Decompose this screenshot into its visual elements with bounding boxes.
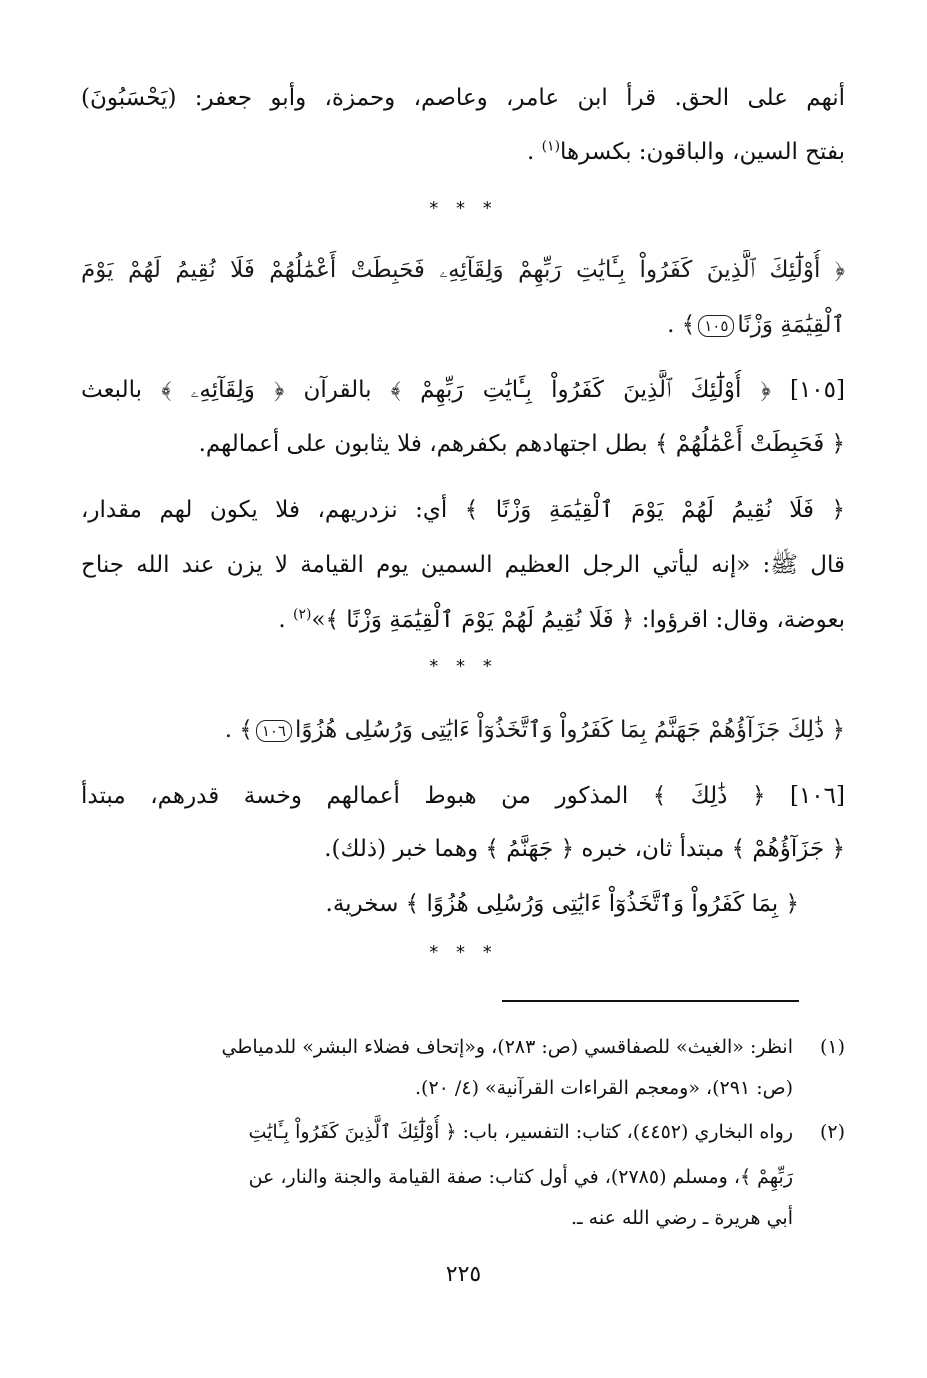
quran-verse-text: ٱلْقِيَٰمَةِ وَزْنًا (737, 312, 845, 338)
quran-verse-end: ﴾ . (224, 717, 253, 743)
ayah-105-line-1 (81, 250, 845, 294)
commentary-text-end: . (278, 607, 286, 633)
body-text: أنهم على الحق. قرأ ابن عامر، وعاصم، وحمزة، وأبو جعفر: (يَحْسَبُونَ) (81, 85, 845, 111)
quran-verse-end: ﴾ . (667, 312, 696, 338)
commentary-text: بعوضة، وقال: اقرؤوا: ﴿ فَلَا نُقِيمُ لَهُمْ يَوْمَ ٱلْقِيَٰمَةِ وَزْنًا ﴾» (311, 607, 845, 633)
ayah-number-marker: ١٠٥ (698, 315, 734, 337)
body-line-1 (81, 78, 845, 122)
commentary-text: ﴿ بِمَا كَفَرُواْ وَٱتَّخَذُوٓاْ ءَايَٰتِى وَرُسُلِى هُزُوًا ﴾ سخرية. (325, 891, 799, 917)
footnote-text: أبي هريرة ـ رضي الله عنه ـ. (571, 1207, 793, 1229)
footnote-separator (502, 1000, 799, 1002)
commentary-106-line-3 (81, 884, 799, 928)
section-divider-stars: * * * (429, 656, 498, 677)
body-text-end: . (526, 139, 535, 165)
ayah-106-line (81, 710, 845, 754)
page-number: ٢٢٥ (445, 1262, 482, 1287)
commentary-105-line-4 (81, 545, 845, 589)
footnote-text: رَبِّهِمْ ﴾، ومسلم (٢٧٨٥)، في أول كتاب: صفة القيامة والجنة والنار، عن (248, 1166, 793, 1188)
quran-verse-text: ﴿ ذَٰلِكَ جَزَآؤُهُمْ جَهَنَّمُ بِمَا كَفَرُواْ وَٱتَّخَذُوٓاْ ءَايَٰتِى وَرُسُلِى هُزُوًا (294, 717, 845, 743)
footnote-text: (ص: ٢٩١)، «ومعجم القراءات القرآنية» (٤/ ٢٠). (415, 1077, 793, 1099)
commentary-106-line-2 (81, 829, 845, 873)
footnote-text: انظر: «الغيث» للصفاقسي (ص: ٢٨٣)، و«إتحاف فضلاء البشر» للدمياطي (221, 1036, 793, 1058)
commentary-text: [١٠٥] ﴿ أُوْلَٰٓئِكَ ٱلَّذِينَ كَفَرُواْ بِـَٔايَٰتِ رَبِّهِمْ ﴾ بالقرآن ﴿ وَلِقَآئِهِۦ ﴾ بالبعث (81, 377, 845, 403)
footnote-ref-1: (١) (541, 138, 561, 155)
commentary-text: قال ﷺ: «إنه ليأتي الرجل العظيم السمين يوم القيامة لا يزن عند الله جناح (81, 552, 845, 578)
footnote-2-line-1 (81, 1115, 845, 1151)
body-line-2 (81, 132, 845, 176)
commentary-105-line-3 (81, 490, 845, 534)
ayah-number-marker: ١٠٦ (256, 720, 292, 742)
commentary-105-line-5 (81, 600, 845, 644)
commentary-text: ﴿ جَزَآؤُهُمْ ﴾ مبتدأ ثان، خبره ﴿ جَهَنَّمُ ﴾ وهما خبر (ذلك). (324, 836, 845, 862)
ayah-105-line-2 (81, 305, 845, 349)
footnote-2-line-2 (81, 1160, 845, 1196)
commentary-105-line-1 (81, 370, 845, 414)
quran-verse-text: ﴿ أُوْلَٰٓئِكَ ٱلَّذِينَ كَفَرُواْ بِـَٔايَٰتِ رَبِّهِمْ وَلِقَآئِهِۦ فَحَبِطَتْ أَعْمَٰلُهُمْ فَلَا نُقِيمُ لَهُمْ يَوْمَ (81, 257, 845, 283)
footnote-ref-2: (٢) (292, 606, 312, 623)
commentary-105-line-2 (81, 424, 845, 468)
footnote-1-line-2 (81, 1071, 845, 1107)
footnote-number: (١) (819, 1036, 845, 1058)
body-text: بفتح السين، والباقون: بكسرها (560, 139, 845, 165)
commentary-text: ﴿ فَحَبِطَتْ أَعْمَٰلُهُمْ ﴾ بطل اجتهادهم بكفرهم، فلا يثابون على أعمالهم. (198, 431, 845, 457)
commentary-106-line-1 (81, 776, 845, 820)
footnote-text: رواه البخاري (٤٤٥٢)، كتاب: التفسير، باب: ﴿ أُوْلَٰٓئِكَ ٱلَّذِينَ كَفَرُواْ بِـَٔايَٰتِ (248, 1121, 793, 1143)
section-divider-stars: * * * (429, 198, 498, 219)
commentary-text: [١٠٦] ﴿ ذَٰلِكَ ﴾ المذكور من هبوط أعمالهم وخسة قدرهم، مبتدأ (81, 783, 845, 809)
commentary-text: ﴿ فَلَا نُقِيمُ لَهُمْ يَوْمَ ٱلْقِيَٰمَةِ وَزْنًا ﴾ أي: نزدريهم، فلا يكون لهم مقدار، (81, 497, 845, 523)
footnote-number: (٢) (819, 1121, 845, 1143)
footnote-2-line-3 (81, 1201, 845, 1237)
footnote-1-line-1 (81, 1030, 845, 1066)
section-divider-stars: * * * (429, 942, 498, 963)
